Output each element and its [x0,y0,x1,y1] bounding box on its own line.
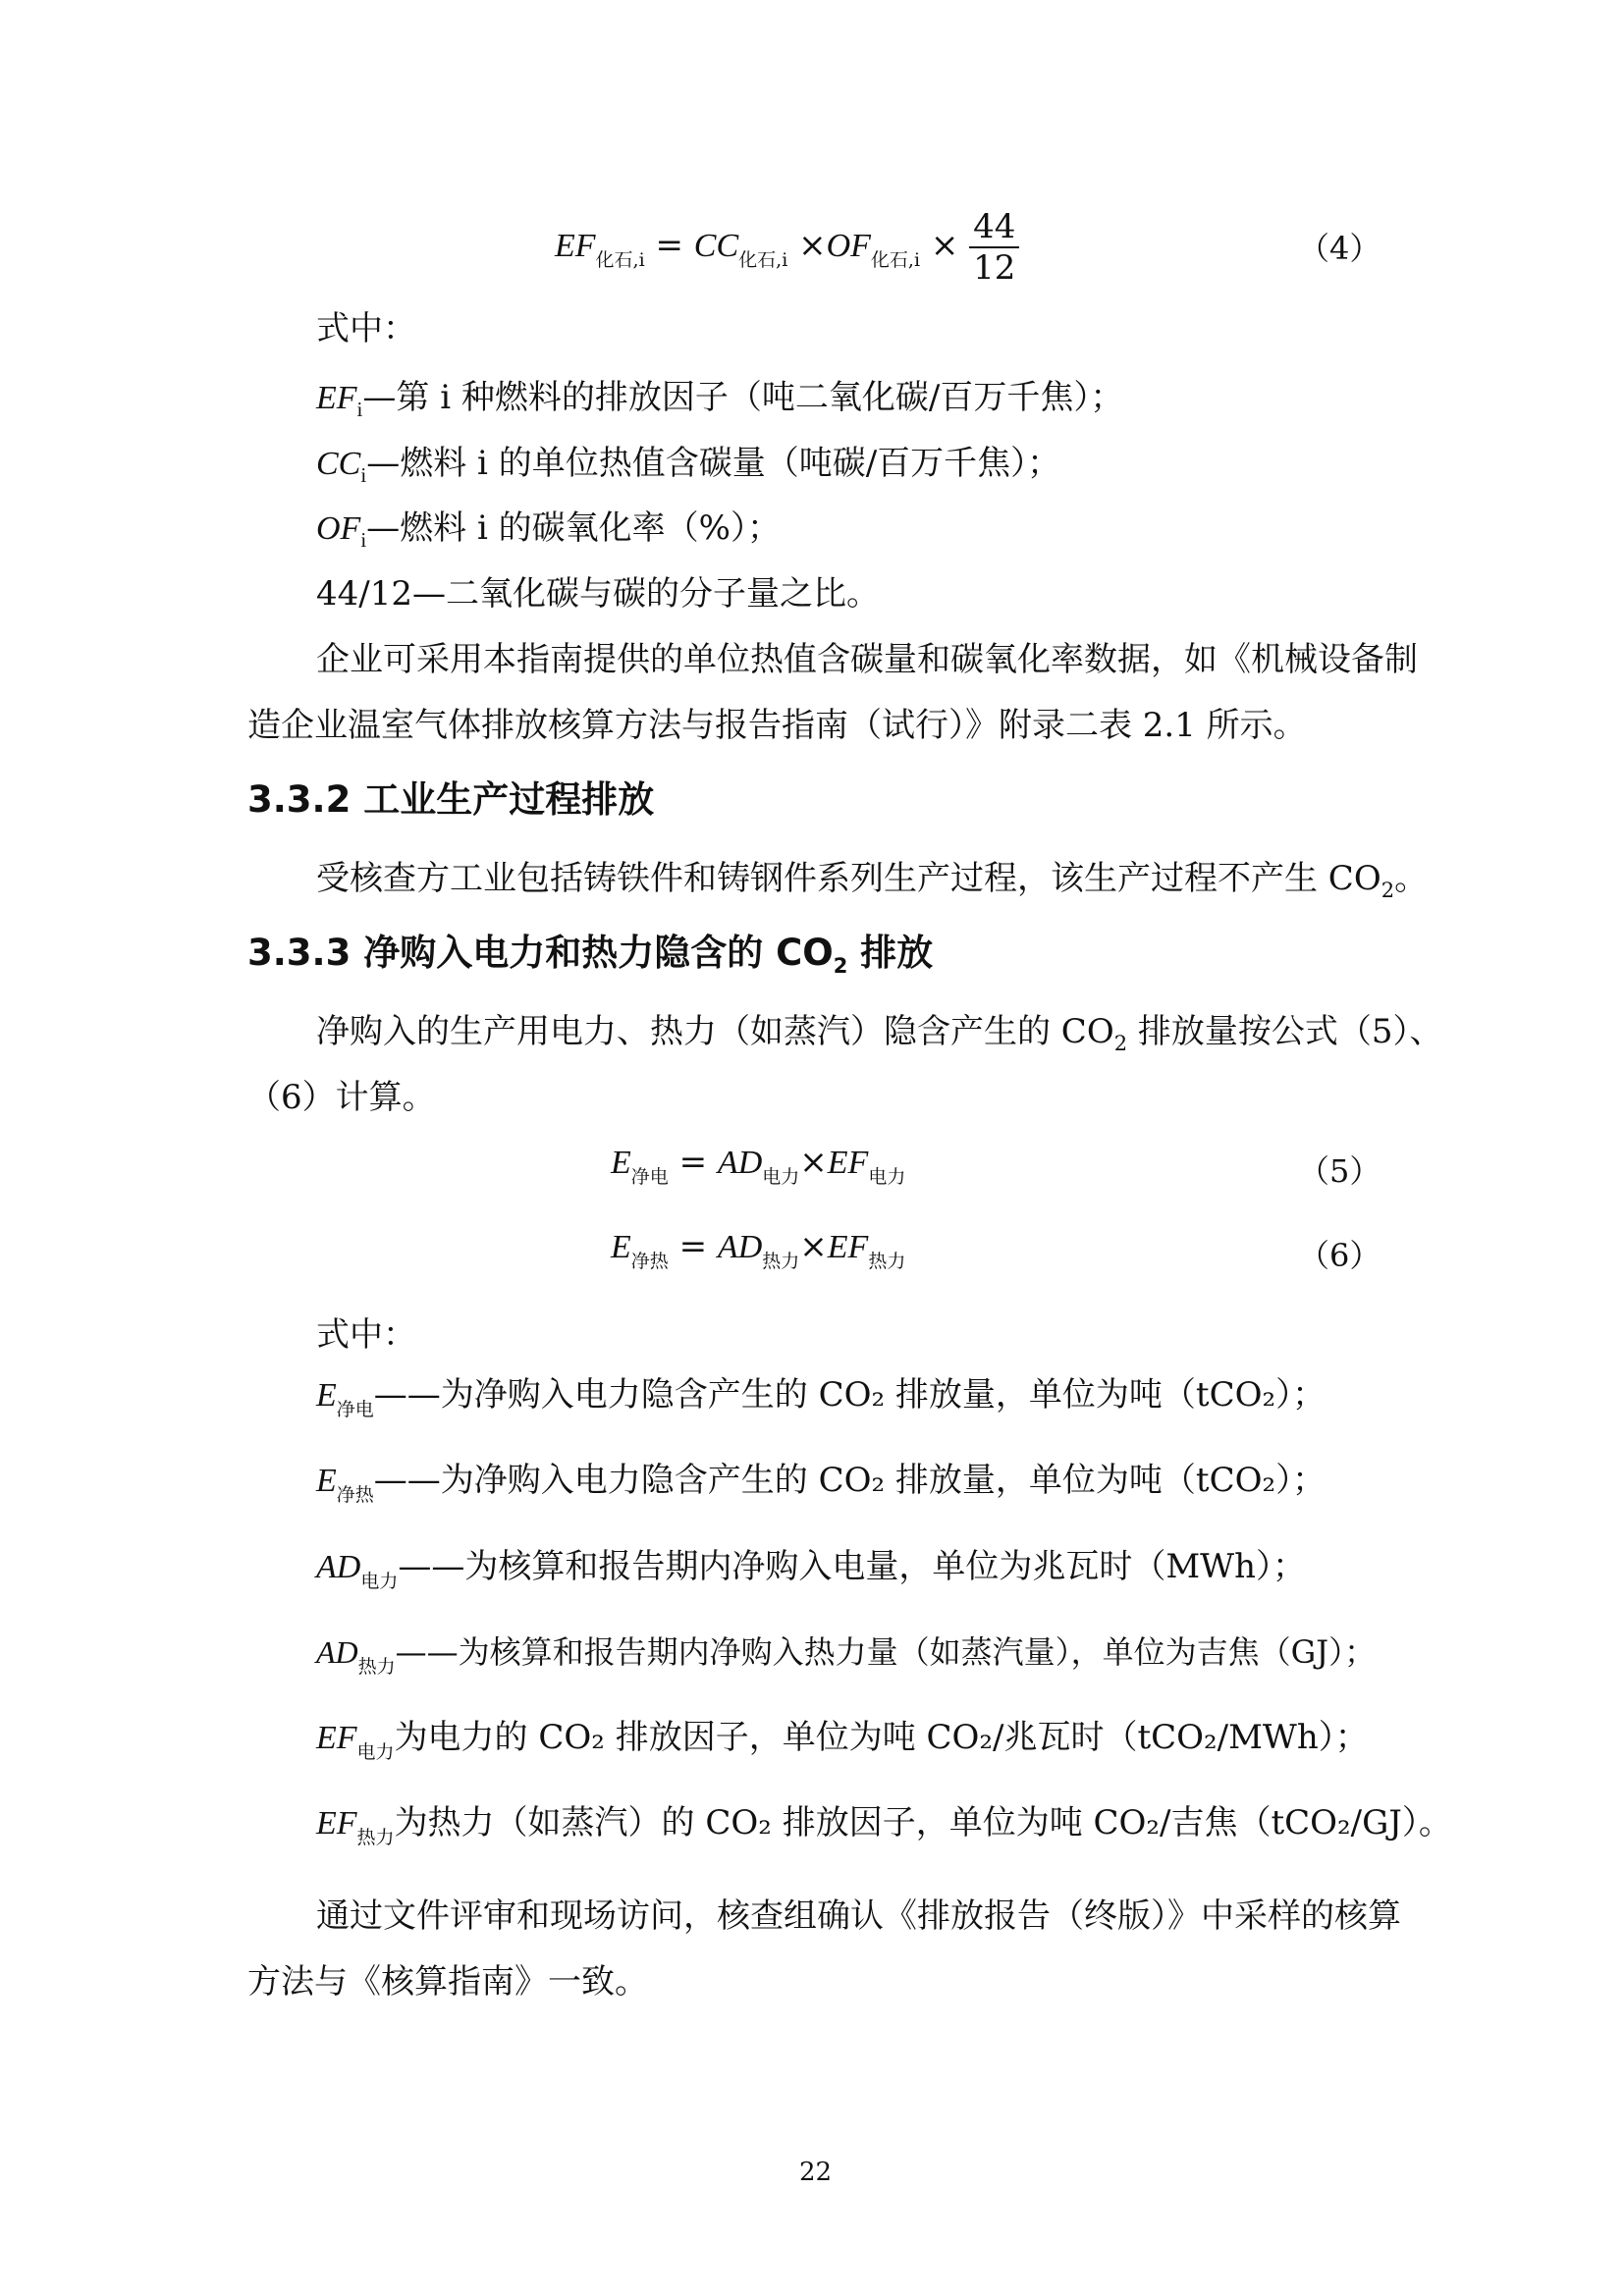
where2-item-var: AD [316,1549,361,1585]
where1-item-text: —燃料 i 的碳氧化率（%）； [366,508,781,548]
formula6-e: E [611,1229,631,1265]
where1-ratio-line: 44/12—二氧化碳与碳的分子量之比。 [316,574,880,614]
formula4-of-sub: 化石,i [870,249,921,271]
where2-item-text: ——为核算和报告期内净购入电量，单位为兆瓦时（MWh）； [398,1547,1306,1586]
formula4-cc: CC [693,228,739,264]
where1-item-var: CC [316,446,361,482]
para-subscript: 2 [1113,1032,1128,1055]
formula5-ef: EF [827,1145,869,1181]
where2-item-ef-heat [316,1803,1452,1854]
formula-5 [611,1143,905,1189]
where1-item-sub: i [360,528,367,552]
formula4-ef-sub: 化石,i [595,249,645,271]
where2-item-sub: 热力 [356,1827,395,1848]
conclusion-line2: 方法与《核算指南》一致。 [247,1962,648,2002]
where1-item-of [316,508,781,557]
para-subscript: 2 [1380,879,1395,902]
where1-label: 式中： [316,309,416,348]
section-3-3-3-title [247,923,933,978]
where2-item-sub: 净电 [336,1399,374,1420]
where1-item-cc [316,444,1061,492]
para-text-end: 。 [1394,859,1429,898]
where2-item-var: EF [316,1720,357,1756]
formula5-number: （5） [1298,1152,1381,1190]
where2-item-ad-heat [316,1635,1376,1683]
para1-line1: 企业可采用本指南提供的单位热值含碳量和碳氧化率数据，如《机械设备制 [316,640,1418,679]
where2-item-e-net-heat [316,1461,1326,1512]
formula4-times2: × [930,226,959,265]
section-3-3-3-line1 [316,1012,1443,1060]
formula6-times: × [799,1227,828,1266]
where1-item-var: OF [316,510,361,547]
where2-item-ef-electricity [316,1718,1369,1769]
formula4-fraction [969,209,1019,286]
heading-subscript: 2 [833,954,848,978]
formula4-eq: = [655,226,683,265]
where2-item-text: ——为净购入电力隐含产生的 CO₂ 排放量，单位为吨（tCO₂）； [373,1375,1326,1415]
para-text-end: 排放量按公式（5）、 [1127,1012,1443,1051]
where2-item-sub: 热力 [357,1656,396,1678]
formula4-ef: EF [555,228,596,264]
where1-item-ef [316,378,1124,426]
conclusion-line1: 通过文件评审和现场访问，核查组确认《排放报告（终版）》中采样的核算 [316,1896,1401,1936]
where1-item-var: EF [316,380,357,416]
formula4-numerator: 44 [969,209,1019,248]
formula-6 [611,1227,905,1273]
formula5-e: E [611,1145,631,1181]
formula6-ad-sub: 热力 [762,1251,800,1272]
where2-item-sub: 电力 [360,1571,399,1592]
section-3-3-2-title: 3.3.2 工业生产过程排放 [247,778,655,821]
where2-item-var: E [316,1463,337,1499]
formula6-eq: = [678,1227,708,1266]
where2-item-text: ——为核算和报告期内净购入热力量（如蒸汽量），单位为吉焦（GJ）； [395,1633,1377,1671]
formula5-eq: = [678,1143,708,1182]
where1-item-sub: i [360,463,367,487]
where2-item-sub: 净热 [336,1484,374,1506]
formula5-ad-sub: 电力 [762,1166,800,1188]
formula4-denominator: 12 [973,248,1016,288]
section-3-3-2-paragraph [316,859,1429,907]
formula6-e-sub: 净热 [630,1251,669,1272]
formula5-e-sub: 净电 [630,1166,669,1188]
page-number: 22 [799,2158,833,2187]
where1-item-text: —燃料 i 的单位热值含碳量（吨碳/百万千焦）； [366,444,1061,483]
heading-text-end: 排放 [847,932,934,974]
where1-item-sub: i [356,398,363,421]
formula6-ef-sub: 热力 [868,1251,906,1272]
where2-item-var: AD [316,1634,358,1670]
formula5-ad: AD [717,1145,763,1181]
heading-text: 3.3.3 净购入电力和热力隐含的 CO [247,932,834,974]
formula6-ef: EF [827,1229,869,1265]
formula4-times1: × [798,226,827,265]
where2-item-var: E [316,1377,337,1414]
where2-item-text: 为电力的 CO₂ 排放因子，单位为吨 CO₂/兆瓦时（tCO₂/MWh）； [394,1718,1369,1757]
where2-item-e-net-electricity [316,1375,1326,1426]
where2-item-text: ——为净购入电力隐含产生的 CO₂ 排放量，单位为吨（tCO₂）； [373,1461,1326,1500]
where2-item-sub: 电力 [356,1741,395,1763]
para-text: 受核查方工业包括铸铁件和铸钢件系列生产过程，该生产过程不产生 CO [316,859,1381,898]
where2-item-ad-electricity [316,1547,1306,1598]
formula5-ef-sub: 电力 [868,1166,906,1188]
formula4-cc-sub: 化石,i [738,249,788,271]
formula6-ad: AD [717,1229,763,1265]
formula4-of: OF [826,228,871,264]
where2-item-text: 为热力（如蒸汽）的 CO₂ 排放因子，单位为吨 CO₂/吉焦（tCO₂/GJ）。 [394,1803,1452,1842]
formula-4 [555,206,1019,288]
formula4-number: （4） [1298,230,1381,267]
where2-item-var: EF [316,1805,357,1842]
formula6-number: （6） [1298,1237,1381,1274]
para-text: 净购入的生产用电力、热力（如蒸汽）隐含产生的 CO [316,1012,1114,1051]
where2-label: 式中： [316,1315,416,1355]
para1-line2: 造企业温室气体排放核算方法与报告指南（试行）》附录二表 2.1 所示。 [247,706,1307,745]
where1-item-text: —第 i 种燃料的排放因子（吨二氧化碳/百万千焦）； [362,378,1124,417]
section-3-3-3-line2: （6）计算。 [247,1078,436,1117]
formula5-times: × [799,1143,828,1182]
